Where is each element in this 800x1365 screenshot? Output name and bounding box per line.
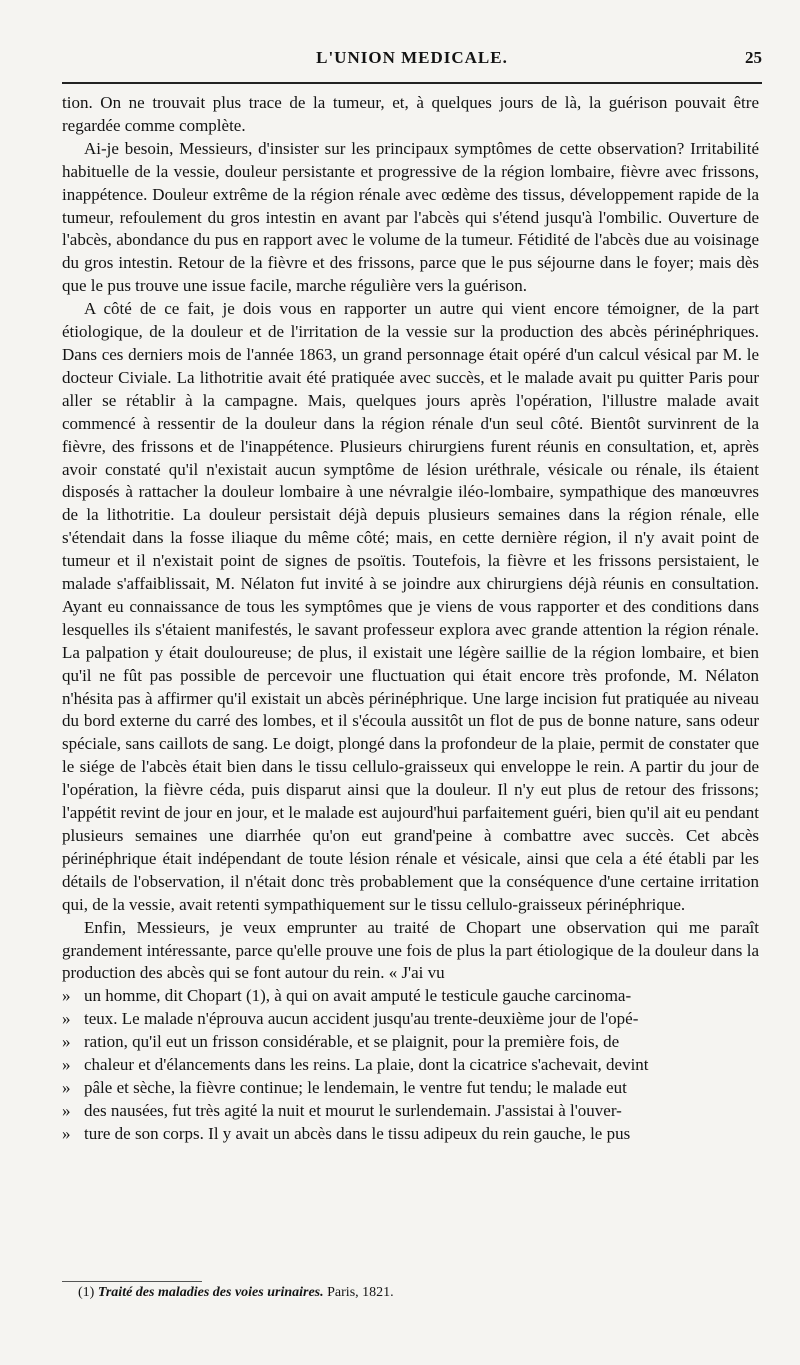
footnote-number: (1): [78, 1285, 95, 1300]
quote-line: [62, 1031, 759, 1054]
quote-mark: »: [62, 1100, 71, 1120]
paragraph-1: tion. On ne trouvait plus trace de la tumeur, et, à quelques jours de là, la guérison pouvait être regardée comme complète.: [62, 93, 759, 135]
quote-text: ration, qu'il eut un frisson considérable, et se plaignit, pour la première fois, de: [84, 1032, 620, 1052]
quote-line: [62, 1008, 759, 1031]
footnote: [78, 1284, 758, 1302]
quote-line: [62, 1123, 759, 1146]
page-number: 25: [745, 48, 762, 67]
quote-mark: »: [62, 1009, 71, 1029]
quote-line: [62, 985, 759, 1008]
paragraph-3: A côté de ce fait, je dois vous en rapporter un autre qui vient encore témoigner, de la part étiologique, de la douleur et de l'irritation de la vessie sur la production des abcès périnéphriques. Dans ces derniers mois de l'année 1863, un grand personnage était opéré d'un calcul vésical par M. le docteur Civiale. La lithotritie avait été pratiquée avec succès, et le malade avait pu quitter Paris pour aller se rétablir à la campagne. Mais, quelques jours après l'opération, l'illustre malade avait commencé à ressentir de la douleur dans la région rénale d'un seul côté. Bientôt survinrent de la fièvre, des frissons et de l'inappétence. Plusieurs chirurgiens furent réunis en consultation, et, après avoir constaté qu'il n'existait aucun symptôme de lésion uréthrale, vésicale ou rénale, ils étaient disposés à rattacher la douleur lombaire à une névralgie iléo-lombaire, sympathique des manœuvres de la lithotritie. La douleur persistait déjà depuis plusieurs semaines dans la région rénale, elle s'étendait dans la fosse iliaque du même côté; mais, en cette dernière région, il n'y avait point de tumeur et il n'existait point de signes de psoïtis. Toutefois, la fièvre et les frissons persistaient, le malade s'affaiblissait, M. Nélaton fut invité à se joindre aux chirurgiens déjà réunis en consultation. Ayant eu connaissance de tous les symptômes que je viens de vous rapporter et des conditions dans lesquelles ils s'étaient manifestés, le savant professeur explora avec grande attention la région rénale. La palpation y était douloureuse; de plus, il existait une légère saillie de la région lombaire, et bien qu'il ne fût pas possible de percevoir une fluctuation qui était encore très profonde, M. Nélaton n'hésita pas à affirmer qu'il existait un abcès périnéphrique. Une large incision fut pratiquée au niveau du bord externe du carré des lombes, et il s'écoula aussitôt un flot de pus de bonne nature, sans odeur spéciale, sans caillots de sang. Le doigt, plongé dans la profondeur de la plaie, permit de constater que le siége de l'abcès était bien dans le tissu cellulo-graisseux qui enveloppe le rein. A partir du jour de l'opération, la fièvre céda, puis disparut ainsi que la douleur. Il n'y eut plus de retour des frissons; l'appétit revint de jour en jour, et le malade est aujourd'hui parfaitement guéri, bien qu'il ait eu pendant plusieurs semaines une diarrhée qu'on eut grand'peine à combattre avec succès. Cet abcès périnéphrique était indépendant de toute lésion rénale et vésicale, ainsi que cela a été établi par les détails de l'observation, il n'était donc très probablement que la conséquence d'une certaine irritation qui, de la vessie, avait retenti sympathiquement sur le tissu cellulo-graisseux périnéphrique.: [62, 299, 759, 914]
quote-line: [62, 1100, 759, 1123]
quote-mark: »: [62, 1077, 71, 1097]
footnote-rule: [62, 1281, 202, 1282]
quote-mark: »: [62, 1123, 71, 1143]
running-head: L'UNION MEDICALE.: [316, 48, 508, 67]
quote-mark: »: [62, 986, 71, 1006]
footnote-rest: Paris, 1821.: [327, 1285, 394, 1300]
quote-line: [62, 1054, 759, 1077]
header-rule: [62, 82, 762, 84]
quote-text: chaleur et d'élancements dans les reins. La plaie, dont la cicatrice s'achevait, devint: [84, 1055, 649, 1075]
quote-mark: »: [62, 1032, 71, 1052]
quote-line: [62, 1077, 759, 1100]
paragraph-4: Enfin, Messieurs, je veux emprunter au traité de Chopart une observation qui me paraît grandement intéressante, parce qu'elle prouve une fois de plus la part étiologique de la douleur dans la production des abcès qui se font autour du rein. « J'ai vu: [62, 917, 759, 983]
quote-text: ture de son corps. Il y avait un abcès dans le tissu adipeux du rein gauche, le pus: [84, 1123, 631, 1143]
paragraph-2: Ai-je besoin, Messieurs, d'insister sur les principaux symptômes de cette observation? Irritabilité habituelle de la vessie, douleur persistante et progressive de la région lombaire, fièvre avec frissons, inappétence. Douleur extrême de la région rénale avec œdème des tissus, développement rapide de la tumeur, refoulement du gros intestin en avant par l'abcès qui s'étend jusqu'à l'ombilic. Ouverture de l'abcès, abondance du pus en rapport avec le volume de la tumeur. Fétidité de l'abcès due au voisinage du gros intestin. Retour de la fièvre et des frissons, parce que le pus séjourne dans le foyer; mais dès que le pus trouve une issue facile, marche régulière vers la guérison.: [62, 138, 759, 296]
quote-text: pâle et sèche, la fièvre continue; le lendemain, le ventre fut tendu; le malade eut: [84, 1077, 627, 1097]
quote-mark: »: [62, 1055, 71, 1075]
body-text: [62, 92, 759, 1146]
quote-text: des nausées, fut très agité la nuit et mourut le surlendemain. J'assistai à l'ouver-: [84, 1100, 622, 1120]
quote-text: teux. Le malade n'éprouva aucun accident jusqu'au trente-deuxième jour de l'opé-: [84, 1009, 639, 1029]
footnote-title: Traité des maladies des voies urinaires.: [97, 1285, 324, 1300]
quote-text: un homme, dit Chopart (1), à qui on avait amputé le testicule gauche carcinoma-: [84, 986, 632, 1006]
page-header: [62, 46, 762, 76]
